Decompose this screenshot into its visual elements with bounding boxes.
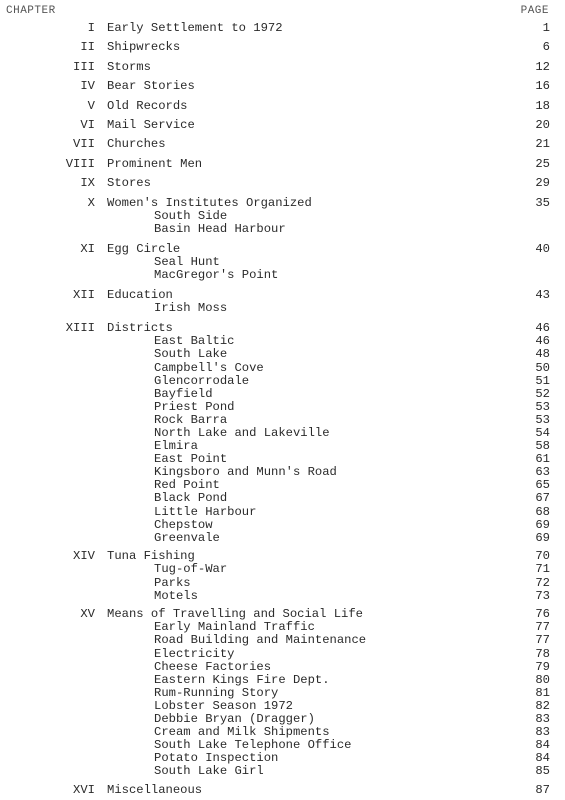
subsection-title: Glencorrodale [154,373,250,388]
subsection-row [0,687,565,700]
chapter-page: 1 [542,21,550,35]
subsection-row [0,401,565,414]
subsection-title: Cream and Milk Shipments [154,725,330,740]
subsection-title: Elmira [154,439,198,454]
chapter-page: 25 [535,156,550,171]
chapter-page: 87 [535,782,550,797]
subsection-row [0,269,565,282]
subsection-page: 83 [535,725,550,740]
chapter-page: 46 [535,321,550,336]
chapter-title: Means of Travelling and Social Life [107,607,363,622]
chapter-title: Bear Stories [107,79,195,94]
subsection-page: 67 [535,491,550,506]
subsection-title: Electricity [154,646,235,661]
chapter-number: IV [80,79,95,94]
chapter-entry [0,22,565,35]
chapter-entry [0,550,565,602]
subsection-row [0,648,565,661]
chapter-page: 70 [535,549,550,564]
chapter-entry [0,177,565,190]
subsection-title: Kingsboro and Munn's Road [154,465,337,480]
subsection-title: Rum-Running Story [154,685,279,700]
chapter-page: 76 [535,607,550,622]
subsection-page: 48 [535,347,550,362]
chapter-row [0,61,565,74]
chapter-entry [0,322,565,545]
chapter-row [0,119,565,132]
chapter-number: IX [80,176,95,191]
chapter-page: 16 [535,79,550,94]
chapter-row [0,22,565,35]
subsection-page: 85 [535,764,550,779]
chapter-page: 20 [535,117,550,132]
subsection-title: Early Mainland Traffic [154,620,315,635]
subsection-title: Red Point [154,478,220,493]
chapter-entry [0,80,565,93]
chapter-number: XII [73,288,95,303]
chapter-number: VII [73,137,95,152]
subsection-title: Road Building and Maintenance [154,633,367,648]
subsection-row [0,335,565,348]
subsection-row [0,302,565,315]
chapter-entry [0,289,565,315]
subsection-page: 61 [535,452,550,467]
chapter-number: VI [80,117,95,132]
subsection-page: 53 [535,399,550,414]
subsection-row [0,739,565,752]
chapter-title: Egg Circle [107,241,181,256]
subsection-page: 50 [535,360,550,375]
subsection-row [0,532,565,545]
subsection-page: 78 [535,646,550,661]
subsection-row [0,765,565,778]
subsection-title: Potato Inspection [154,751,279,766]
subsection-title: Black Pond [154,491,228,506]
subsection-title: South Lake Girl [154,764,264,779]
subsection-title: Priest Pond [154,399,235,414]
subsection-title: Bayfield [154,386,213,401]
chapter-entry [0,608,565,778]
subsection-page: 73 [535,588,550,603]
subsection-row [0,590,565,603]
subsection-row [0,348,565,361]
subsection-page: 72 [535,575,550,590]
subsection-row [0,506,565,519]
subsection-row [0,440,565,453]
chapter-title: Storms [107,59,151,74]
subsection-page: 46 [535,334,550,349]
chapter-number: XVI [73,782,95,797]
subsection-page: 69 [535,517,550,532]
subsection-row [0,577,565,590]
subsection-row [0,466,565,479]
subsection-title: Seal Hunt [154,254,220,269]
subsection-row [0,634,565,647]
subsection-row [0,479,565,492]
subsection-title: Chepstow [154,517,213,532]
subsection-title: Basin Head Harbour [154,221,286,236]
subsection-title: Irish Moss [154,301,228,316]
chapter-title: Women's Institutes Organized [107,195,312,210]
chapter-number: XIII [65,321,95,336]
chapter-entry [0,119,565,132]
subsection-row [0,223,565,236]
subsection-title: Campbell's Cove [154,360,264,375]
subsection-page: 77 [535,620,550,635]
chapter-row [0,289,565,302]
chapter-entry [0,158,565,171]
subsection-page: 80 [535,672,550,687]
subsection-row [0,427,565,440]
chapter-entry [0,100,565,113]
chapter-number: II [80,40,95,55]
subsection-title: Debbie Bryan (Dragger) [154,711,315,726]
subsection-page: 53 [535,412,550,427]
chapter-entry [0,138,565,151]
chapter-title: Stores [107,176,151,191]
chapter-number: X [87,195,95,210]
chapter-title: Early Settlement to 1972 [107,21,283,35]
subsection-row [0,256,565,269]
subsection-page: 83 [535,711,550,726]
subsection-title: East Baltic [154,334,235,349]
subsection-title: South Side [154,208,228,223]
chapter-number: III [73,59,95,74]
subsection-title: East Point [154,452,228,467]
chapter-page: 35 [535,195,550,210]
subsection-row [0,388,565,401]
chapter-row [0,177,565,190]
subsection-title: MacGregor's Point [154,267,279,282]
chapter-title: Shipwrecks [107,40,181,55]
chapter-page: 43 [535,288,550,303]
chapter-title: Prominent Men [107,156,203,171]
chapter-number: XI [80,241,95,256]
subsection-row [0,362,565,375]
chapter-row [0,784,565,797]
chapter-page: 12 [535,59,550,74]
subsection-title: Lobster Season 1972 [154,698,293,713]
chapter-title: Education [107,288,173,303]
chapter-entry [0,41,565,54]
contents-list [0,22,565,797]
subsection-title: South Lake [154,347,228,362]
chapter-row [0,550,565,563]
subsection-title: Little Harbour [154,504,257,519]
subsection-row [0,563,565,576]
subsection-page: 69 [535,530,550,545]
subsection-page: 77 [535,633,550,648]
chapter-row [0,243,565,256]
chapter-row [0,197,565,210]
chapter-title: Old Records [107,98,188,113]
chapter-number: XV [80,607,95,622]
chapter-row [0,41,565,54]
subsection-title: Tug-of-War [154,562,228,577]
subsection-page: 58 [535,439,550,454]
chapter-number: V [87,98,95,113]
chapter-title: Miscellaneous [107,782,203,797]
chapter-page: 21 [535,137,550,152]
chapter-row [0,80,565,93]
chapter-row [0,100,565,113]
subsection-page: 81 [535,685,550,700]
chapter-page: 6 [542,40,550,55]
subsection-page: 54 [535,426,550,441]
chapter-number: VIII [65,156,95,171]
subsection-row [0,375,565,388]
chapter-number: I [87,21,95,35]
chapter-page: 18 [535,98,550,113]
subsection-title: Cheese Factories [154,659,272,674]
chapter-number: XIV [73,549,95,564]
chapter-row [0,322,565,335]
chapter-entry [0,197,565,236]
subsection-title: Parks [154,575,191,590]
chapter-row [0,138,565,151]
chapter-column-header: CHAPTER [6,5,56,17]
subsection-title: Greenvale [154,530,220,545]
chapter-entry [0,61,565,74]
subsection-page: 65 [535,478,550,493]
subsection-page: 84 [535,738,550,753]
page-column-header: PAGE [520,5,549,17]
subsection-row [0,674,565,687]
chapter-row [0,158,565,171]
chapter-title: Mail Service [107,117,195,132]
chapter-page: 40 [535,241,550,256]
subsection-title: North Lake and Lakeville [154,426,330,441]
chapter-title: Churches [107,137,166,152]
subsection-page: 84 [535,751,550,766]
subsection-page: 71 [535,562,550,577]
subsection-page: 68 [535,504,550,519]
subsection-title: Rock Barra [154,412,228,427]
chapter-title: Tuna Fishing [107,549,195,564]
subsection-page: 82 [535,698,550,713]
subsection-row [0,661,565,674]
subsection-row [0,492,565,505]
subsection-page: 51 [535,373,550,388]
subsection-page: 63 [535,465,550,480]
subsection-title: Eastern Kings Fire Dept. [154,672,330,687]
subsection-title: South Lake Telephone Office [154,738,352,753]
subsection-row [0,519,565,532]
chapter-entry [0,784,565,797]
subsection-page: 52 [535,386,550,401]
chapter-title: Districts [107,321,173,336]
subsection-title: Motels [154,588,198,603]
subsection-row [0,210,565,223]
subsection-row [0,752,565,765]
subsection-page: 79 [535,659,550,674]
chapter-page: 29 [535,176,550,191]
chapter-entry [0,243,565,282]
